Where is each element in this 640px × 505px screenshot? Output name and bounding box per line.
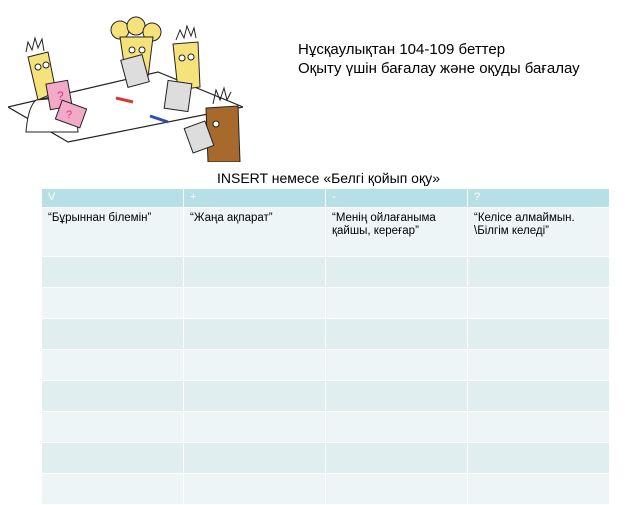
table-cell: [468, 412, 610, 443]
table-cell: [42, 257, 184, 288]
table-cell: [42, 288, 184, 319]
header-known: “Бұрыннан білемін”: [42, 208, 184, 257]
table-cell: [184, 412, 326, 443]
heading-pages: Нұсқаулықтан 104-109 беттер: [298, 41, 506, 58]
table-cell: [468, 319, 610, 350]
table-cell: [184, 319, 326, 350]
table-cell: [42, 319, 184, 350]
insert-table: [41, 188, 610, 505]
table-cell: [42, 443, 184, 474]
page-heading: [298, 40, 580, 78]
table-cell: [184, 350, 326, 381]
table-cell: [326, 319, 468, 350]
symbol-known: V: [42, 189, 184, 208]
table-cell: [184, 443, 326, 474]
table-row: [42, 443, 610, 474]
table-cell: [468, 257, 610, 288]
table-row: [42, 350, 610, 381]
table-cell: [184, 381, 326, 412]
table-cell: [326, 412, 468, 443]
table-cell: [326, 257, 468, 288]
table-cell: [184, 257, 326, 288]
table-row: [42, 257, 610, 288]
svg-text:?: ?: [66, 109, 73, 121]
table-cell: [326, 381, 468, 412]
symbol-question: ?: [468, 189, 610, 208]
table-row: [42, 412, 610, 443]
symbol-row: [42, 189, 610, 208]
table-title: INSERT немесе «Белгі қойып оқу»: [217, 170, 441, 186]
header-row: [42, 208, 610, 257]
header-contradict: “Менің ойлағаныма қайшы, кереғар”: [326, 208, 468, 257]
table-cell: [42, 381, 184, 412]
table-cell: [326, 443, 468, 474]
table-cell: [42, 350, 184, 381]
people-reading-illustration: [8, 12, 243, 162]
table-cell: [184, 474, 326, 505]
svg-text:?: ?: [57, 89, 64, 103]
table-cell: [42, 412, 184, 443]
table-row: [42, 474, 610, 505]
table-cell: [468, 443, 610, 474]
table-row: [42, 381, 610, 412]
symbol-new: +: [184, 189, 326, 208]
table-cell: [326, 350, 468, 381]
header-new: “Жаңа ақпарат”: [184, 208, 326, 257]
table-cell: [468, 474, 610, 505]
table-cell: [468, 381, 610, 412]
symbol-contradict: -: [326, 189, 468, 208]
table-cell: [326, 288, 468, 319]
table-cell: [468, 288, 610, 319]
header-question: “Келісе алмаймын. \Білгім келеді”: [468, 208, 610, 257]
table-cell: [468, 350, 610, 381]
table-cell: [42, 474, 184, 505]
table-row: [42, 319, 610, 350]
heading-topic: Оқыту үшін бағалау және оқуды бағалау: [298, 60, 580, 77]
table-cell: [326, 474, 468, 505]
table-cell: [184, 288, 326, 319]
table-row: [42, 288, 610, 319]
